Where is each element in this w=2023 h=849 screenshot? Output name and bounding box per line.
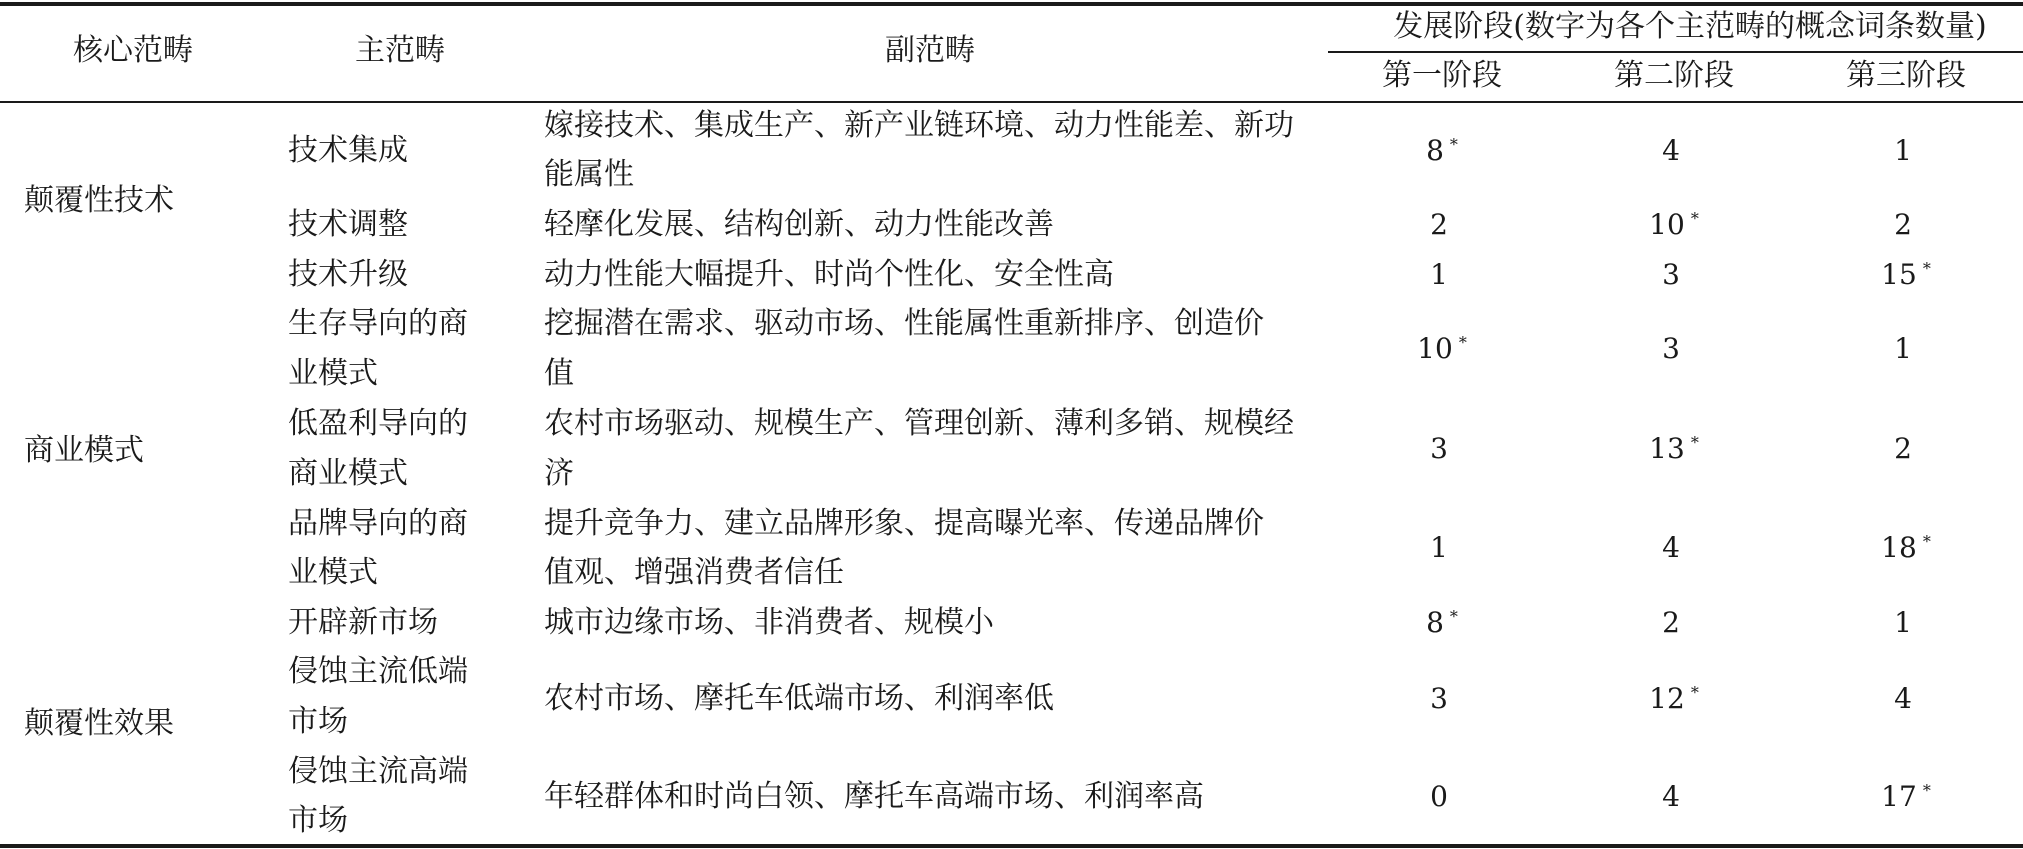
stage1-value: 2 [1430,208,1448,241]
sub-category: 济 [544,456,574,491]
stage2-value: 4 [1662,531,1680,564]
significance-mark: * [1922,258,1931,278]
sub-category: 挖掘潜在需求、驱动市场、性能属性重新排序、创造价 [544,306,1264,341]
significance-mark: * [1690,432,1699,452]
stage1-value: 8 * [1426,134,1458,167]
stage1-value: 1 [1430,258,1448,291]
header-stage1: 第一阶段 [1382,58,1502,93]
core-category: 商业模式 [24,433,144,468]
stage3-value: 15 * [1881,258,1931,291]
significance-mark: * [1690,682,1699,702]
significance-mark: * [1922,780,1931,800]
sub-category: 嫁接技术、集成生产、新产业链环境、动力性能差、新功 [544,108,1294,143]
header-stage2: 第二阶段 [1614,58,1734,93]
sub-category: 值观、增强消费者信任 [544,555,844,590]
main-category: 低盈利导向的 [288,406,468,441]
main-category: 技术升级 [288,257,408,292]
sub-category: 农村市场、摩托车低端市场、利润率低 [544,681,1054,716]
significance-mark: * [1458,332,1467,352]
header-stage-group: 发展阶段(数字为各个主范畴的概念词条数量) [1393,9,1987,44]
stage1-value: 1 [1430,531,1448,564]
stage2-value: 13 * [1649,432,1699,465]
header-sub: 副范畴 [885,33,975,68]
stage3-value: 2 [1894,432,1912,465]
main-category: 商业模式 [288,456,408,491]
stage2-value: 4 [1662,134,1680,167]
header-main: 主范畴 [355,33,445,68]
core-category: 颠覆性技术 [24,183,174,218]
stage3-value: 1 [1894,332,1912,365]
main-category: 侵蚀主流高端 [288,754,468,789]
stage3-value: 18 * [1881,531,1931,564]
main-category: 技术调整 [288,207,408,242]
sub-category: 能属性 [544,157,634,192]
stage2-value: 3 [1662,332,1680,365]
main-category: 市场 [288,704,348,739]
header-core: 核心范畴 [73,33,193,68]
main-category: 开辟新市场 [288,605,438,640]
sub-category: 年轻群体和时尚白领、摩托车高端市场、利润率高 [544,779,1204,814]
stage2-value: 2 [1662,606,1680,639]
stage2-value: 12 * [1649,682,1699,715]
stage1-value: 0 [1430,780,1448,813]
sub-category: 轻摩化发展、结构创新、动力性能改善 [544,207,1054,242]
stage1-value: 3 [1430,682,1448,715]
sub-category: 动力性能大幅提升、时尚个性化、安全性高 [544,257,1114,292]
significance-mark: * [1690,208,1699,228]
sub-category: 农村市场驱动、规模生产、管理创新、薄利多销、规模经 [544,406,1294,441]
main-category: 市场 [288,803,348,838]
stage3-value: 2 [1894,208,1912,241]
stage3-value: 1 [1894,134,1912,167]
main-category: 业模式 [288,555,378,590]
sub-category: 提升竞争力、建立品牌形象、提高曝光率、传递品牌价 [544,506,1264,541]
significance-mark: * [1449,134,1458,154]
stage3-value: 4 [1894,682,1912,715]
stage1-value: 10 * [1417,332,1467,365]
stage2-value: 3 [1662,258,1680,291]
sub-category: 城市边缘市场、非消费者、规模小 [544,605,994,640]
stage3-value: 17 * [1881,780,1931,813]
significance-mark: * [1922,531,1931,551]
main-category: 业模式 [288,356,378,391]
main-category: 技术集成 [288,133,408,168]
stage2-value: 10 * [1649,208,1699,241]
header-stage3: 第三阶段 [1846,58,1966,93]
stage3-value: 1 [1894,606,1912,639]
sub-category: 值 [544,356,574,391]
main-category: 侵蚀主流低端 [288,654,468,689]
stage1-value: 8 * [1426,606,1458,639]
main-category: 生存导向的商 [288,306,468,341]
stage2-value: 4 [1662,780,1680,813]
main-category: 品牌导向的商 [288,506,468,541]
significance-mark: * [1449,606,1458,626]
stage1-value: 3 [1430,432,1448,465]
core-category: 颠覆性效果 [24,706,174,741]
